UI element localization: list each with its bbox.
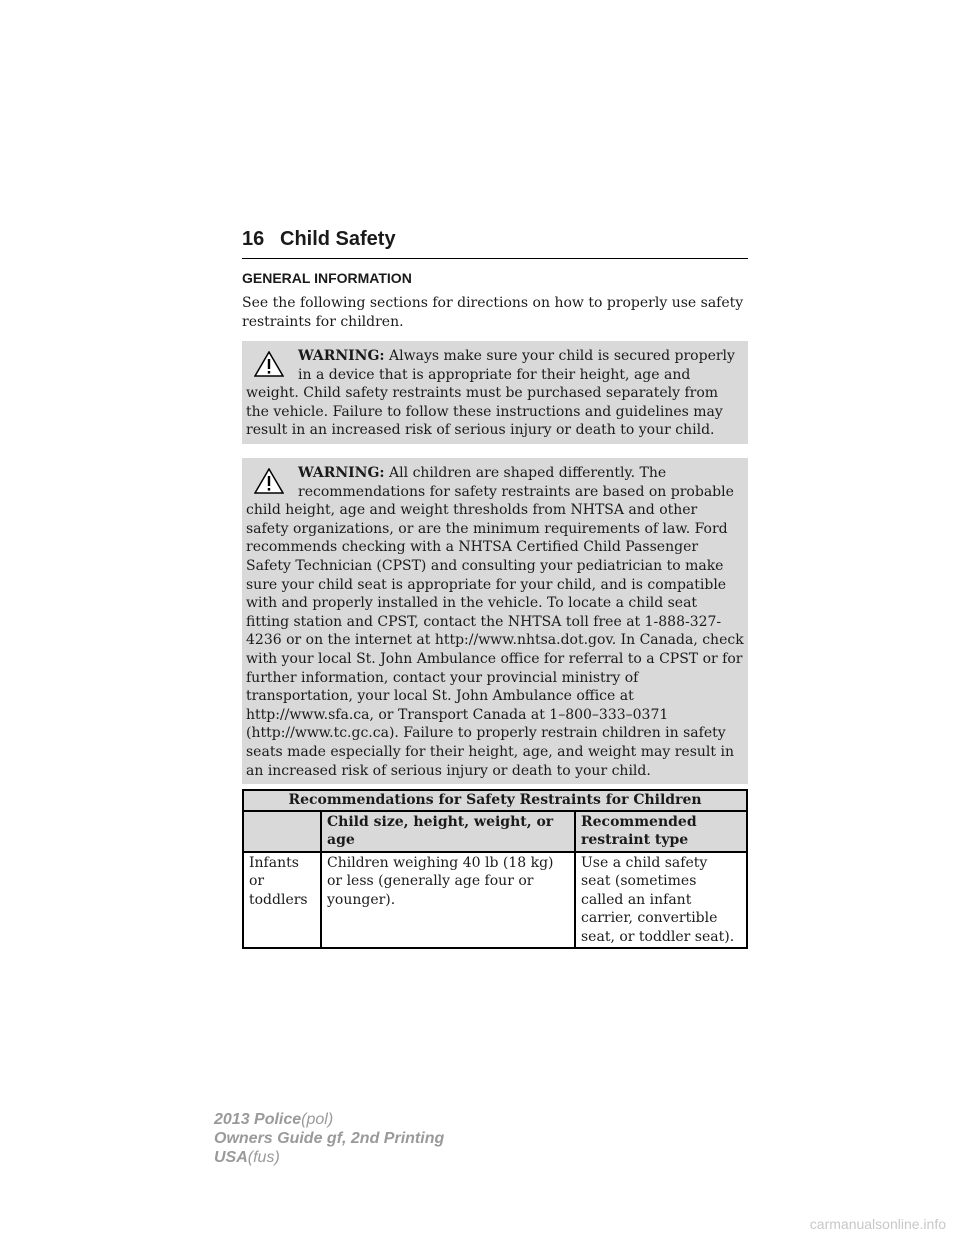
warning-text: All children are shaped differently. The recommendations for safety restraints are based on probable child height, age and weight thresholds from NHTSA and other safety organizations, or are the minimum requirements of law. Ford recommends checking with a NHTSA Certified Child Passenger Safety Technician (CPST) and consulting your pediatrician to make sure your child seat is appropriate for your child, and is compatible with and properly installed in the vehicle. To locate a child seat fitting station and CPST, contact the NHTSA toll free at 1-888-327-4236 or on the internet at http://www.nhtsa.dot.gov. In Canada, check with your local St. John Ambulance office for referral to a CPST or for further information, contact your provincial ministry of transportation, your local St. John Ambulance office at http://www.sfa.ca, or Transport Canada at 1–800–333–0371 (http://www.tc.gc.ca). Failure to properly restrain children in safety seats made especially for their height, age, and weight may result in an increased risk of serious injury or death to your child.	[246, 465, 744, 779]
footer-line-1	[214, 1110, 444, 1129]
page-header	[242, 226, 748, 259]
footer-market-code: (fus)	[247, 1149, 280, 1166]
warning-text: Always make sure your child is secured properly in a device that is appropriate for their height, age and weight. Child safety restraints must be purchased separately from the vehicle. Failure to follow these instructions and guidelines may result in an increased risk of serious injury or death to your child.	[246, 348, 735, 439]
warning-box-1	[242, 341, 748, 444]
column-header-restraint-type: Recommended restraint type	[575, 811, 747, 852]
column-header-child-size: Child size, height, weight, or age	[321, 811, 575, 852]
warning-triangle-icon	[254, 468, 284, 494]
table-row	[243, 852, 747, 949]
print-footer	[214, 1110, 444, 1167]
warning-triangle-icon	[254, 351, 284, 377]
warning-label: WARNING:	[298, 465, 385, 481]
warning-box-2	[242, 458, 748, 784]
table-title-row	[243, 790, 747, 811]
table-header-row	[243, 811, 747, 852]
intro-paragraph: See the following sections for directions on how to properly use safety restraints for children.	[242, 295, 744, 330]
footer-line-2: Owners Guide gf, 2nd Printing	[214, 1130, 445, 1147]
table-cell-restraint-type: Use a child safety seat (sometimes called an infant carrier, convertible seat, or toddler seat).	[575, 852, 747, 949]
chapter-title: Child Safety	[280, 228, 396, 250]
footer-market: USA	[214, 1149, 248, 1166]
footer-line-3	[214, 1148, 444, 1167]
watermark: carmanualsonline.info	[809, 1216, 946, 1232]
warning-label: WARNING:	[298, 348, 385, 364]
table-cell-category: Infants or toddlers	[243, 852, 321, 949]
section-heading: GENERAL INFORMATION	[242, 270, 412, 286]
table-cell-child-size: Children weighing 40 lb (18 kg) or less (generally age four or younger).	[321, 852, 575, 949]
footer-model-code: (pol)	[301, 1111, 334, 1128]
table-title: Recommendations for Safety Restraints for Children	[243, 790, 747, 811]
page-number: 16	[242, 228, 265, 250]
footer-model: 2013 Police	[214, 1111, 302, 1128]
restraint-recommendations-table	[242, 789, 748, 949]
column-header-category	[243, 811, 321, 852]
